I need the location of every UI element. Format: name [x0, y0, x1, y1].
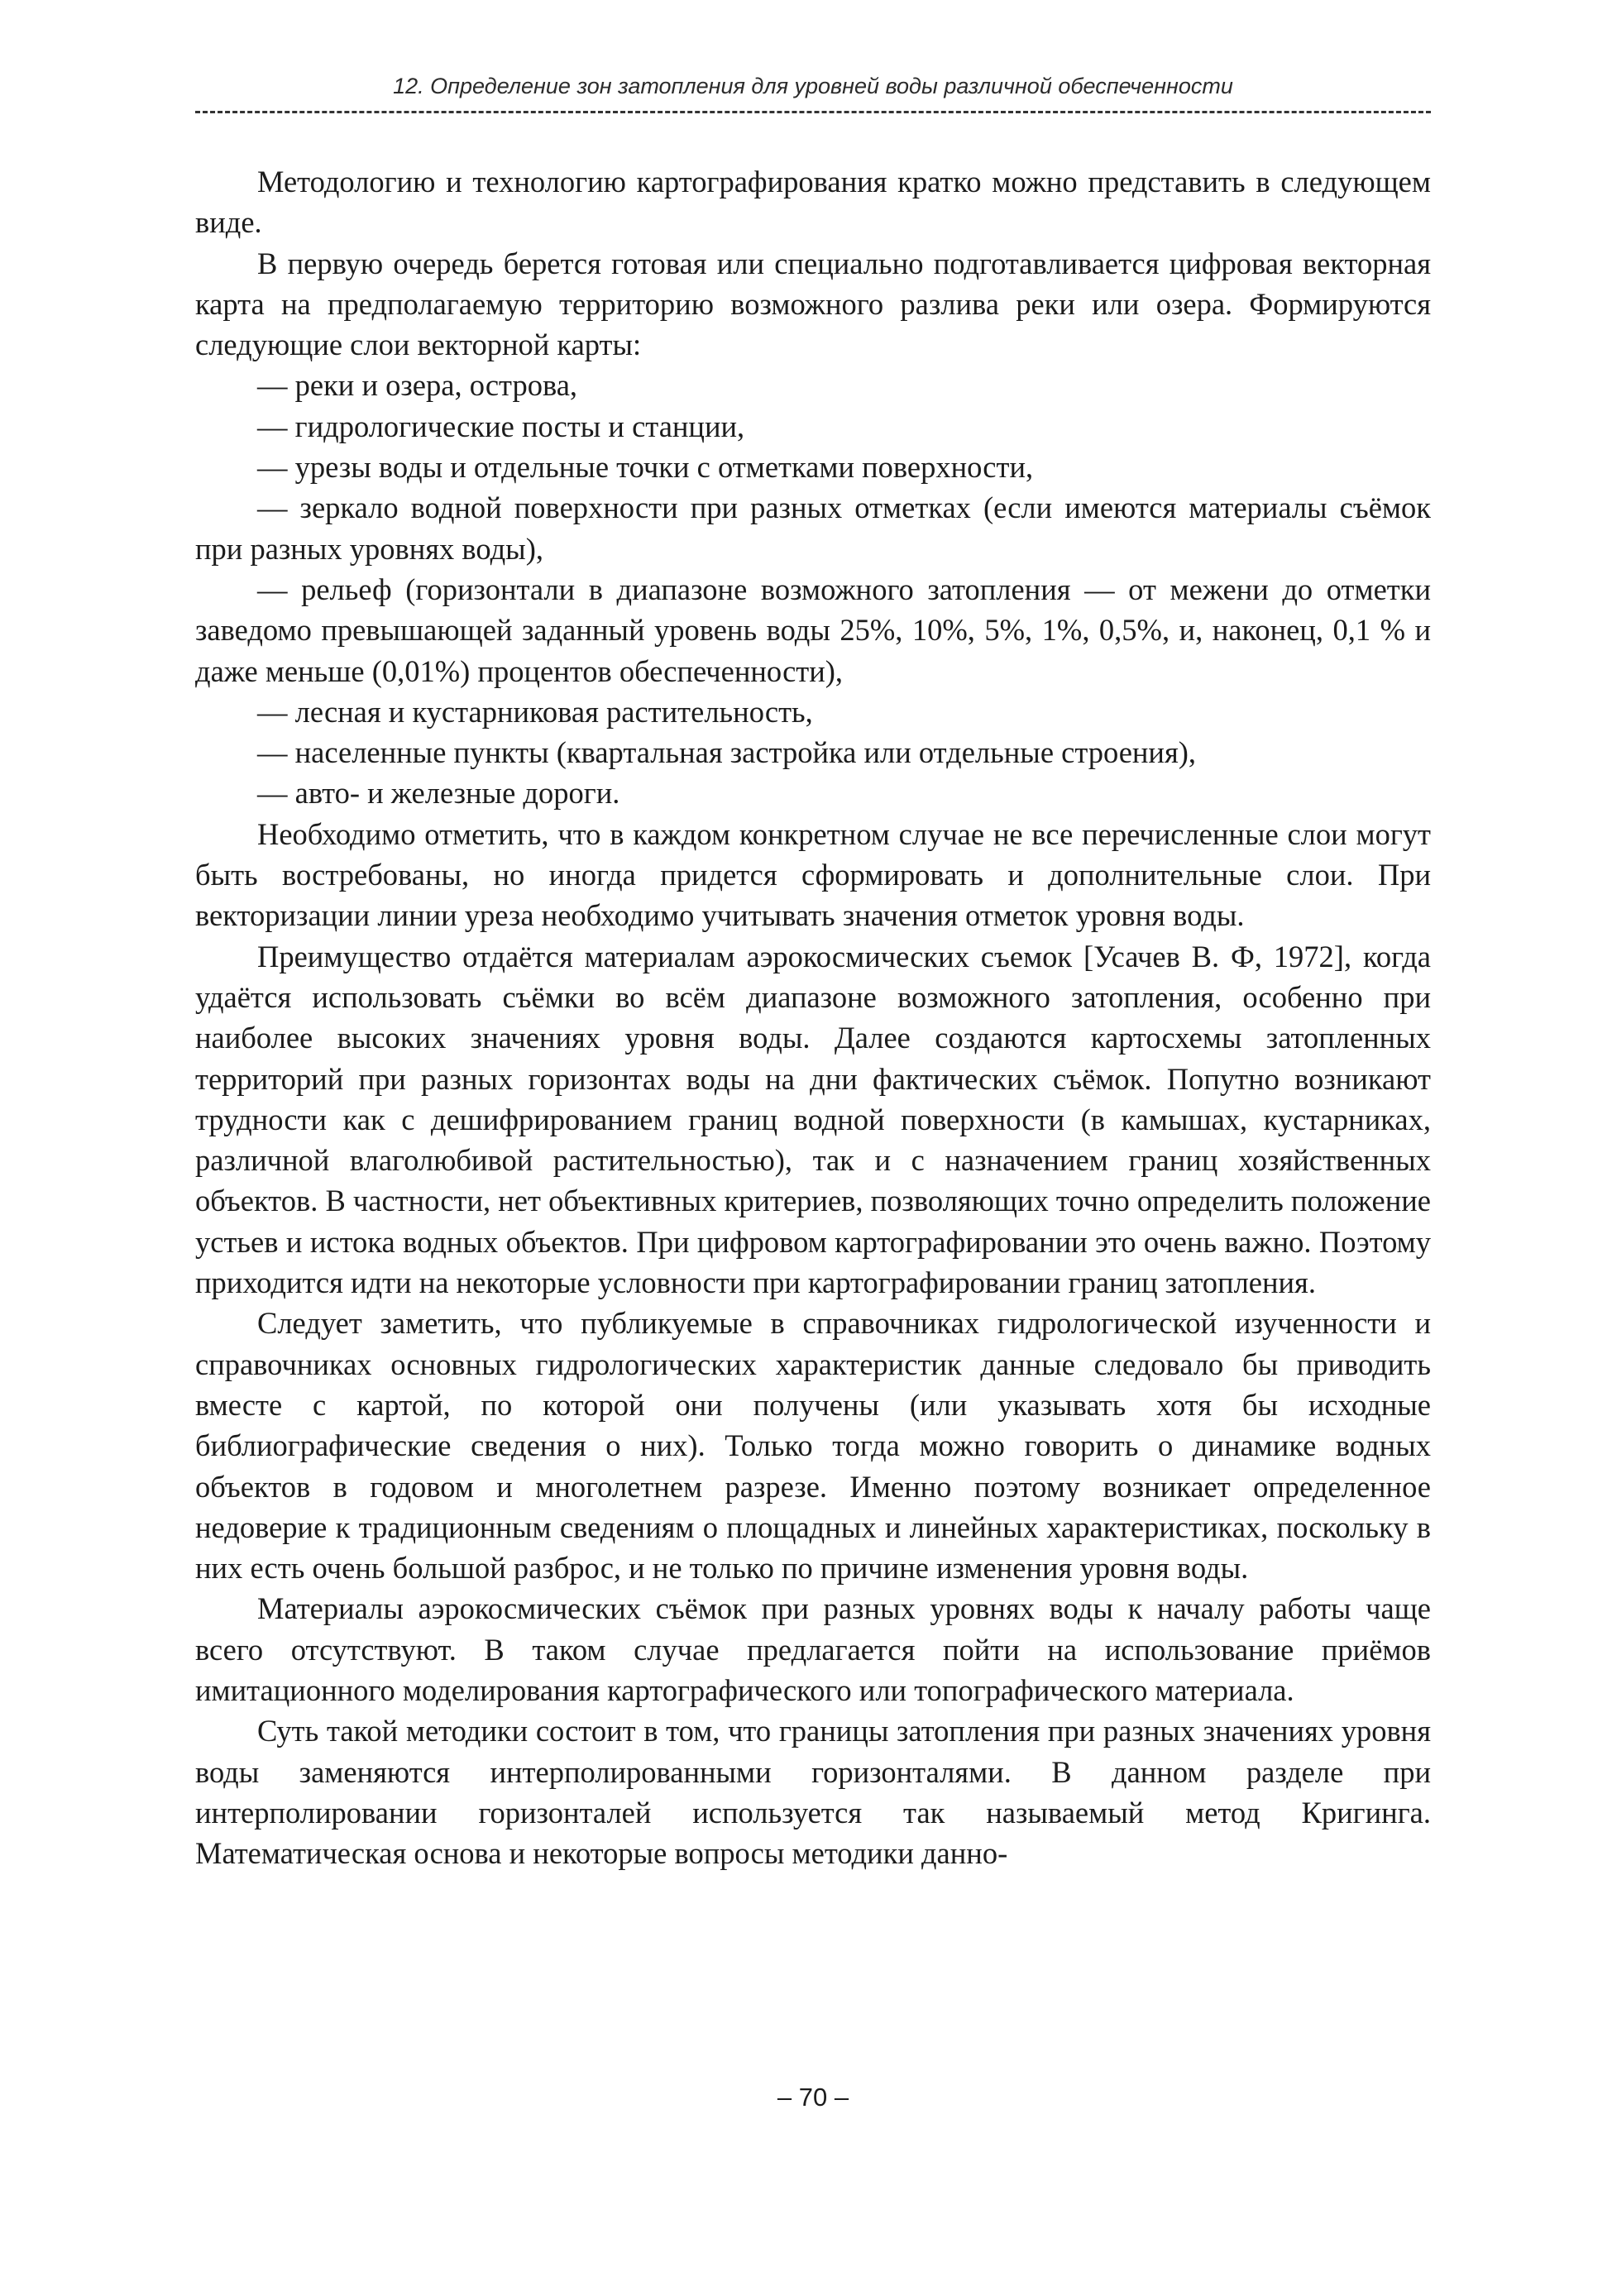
list-item-rivers: — реки и озера, острова, [257, 368, 578, 403]
paragraph-aerospace-surveys: Преимущество отдаётся материалам аэрокосмических съемок [Усачев В. Ф, 1972], когда удаётся использовать съёмки во всём диапазоне возможного затопления, особенно при наиболее высоких значениях уровня воды. Далее создаются картосхемы затопленных территорий при разных горизонтах воды на дни фактических съёмок. Попутно возникают трудности как с дешифрированием границ водной поверхности (в камышах, кустарниках, различной влаголюбивой растительностью), так и с назначением границ хозяйственных объектов. В частности, нет объективных критериев, позволяющих точно определить положение устьев и истока водных объектов. При цифровом картографировании это очень важно. Поэтому приходится идти на некоторые условности при картографировании границ затопления. [195, 939, 1431, 1300]
paragraph-vector-map: В первую очередь берется готовая или специально подготавливается цифровая векторная карта на предполагаемую территорию возможного разлива реки или озера. Формируются следующие слои векторной карты: [195, 246, 1431, 362]
running-header: 12. Определение зон затопления для уровней воды различной обеспеченности [393, 74, 1233, 98]
list-item-settlements: — населенные пункты (квартальная застройка или отдельные строения), [257, 735, 1197, 770]
list-item-water-edges: — урезы воды и отдельные точки с отметками поверхности, [257, 450, 1034, 485]
header-dashed-rule [195, 111, 1431, 113]
page-number: – 70 – [777, 2083, 849, 2112]
list-item-relief: — рельеф (горизонтали в диапазоне возможного затопления — от межени до отметки заведомо превышающей заданный уровень воды 25%, 10%, 5%, 1%, 0,5%, и, наконец, 0,1 % и даже меньше (0,01%) процентов обеспеченности), [195, 572, 1431, 688]
list-item-water-surface: — зеркало водной поверхности при разных отметках (если имеются материалы съёмок при разных уровнях воды), [195, 490, 1431, 566]
paragraph-kriging: Суть такой методики состоит в том, что границы затопления при разных значениях уровня воды заменяются интерполированными горизонталями. В данном разделе при интерполировании горизонталей используется так называемый метод Кригинга. Математическая основа и некоторые вопросы методики данно- [195, 1714, 1431, 1871]
body-text [195, 161, 1431, 1873]
list-item-vegetation: — лесная и кустарниковая растительность, [257, 694, 813, 729]
paragraph-intro: Методологию и технологию картографирования кратко можно представить в следующем виде. [195, 165, 1431, 240]
paragraph-reference-books: Следует заметить, что публикуемые в справочниках гидрологической изученности и справочниках основных гидрологических характеристик данные следовало бы приводить вместе с картой, по которой они получены (или указывать хотя бы исходные библиографические сведения о них). Только тогда можно говорить о динамике водных объектов в годовом и многолетнем разрезе. Именно поэтому возникает определенное недоверие к традиционным сведениям о площадных и линейных характеристиках, поскольку в них есть очень большой разброс, и не только по причине изменения уровня воды. [195, 1306, 1431, 1586]
list-item-gauging-stations: — гидрологические посты и станции, [257, 409, 745, 443]
paragraph-simulation: Материалы аэрокосмических съёмок при разных уровнях воды к началу работы чаще всего отсутствуют. В таком случае предлагается пойти на использование приёмов имитационного моделирования картографического или топографического материала. [195, 1591, 1431, 1707]
paragraph-layers-note: Необходимо отметить, что в каждом конкретном случае не все перечисленные слои могут быть востребованы, но иногда придется сформировать и дополнительные слои. При векторизации линии уреза необходимо учитывать значения отметок уровня воды. [195, 816, 1431, 933]
list-item-roads: — авто- и железные дороги. [257, 776, 620, 811]
